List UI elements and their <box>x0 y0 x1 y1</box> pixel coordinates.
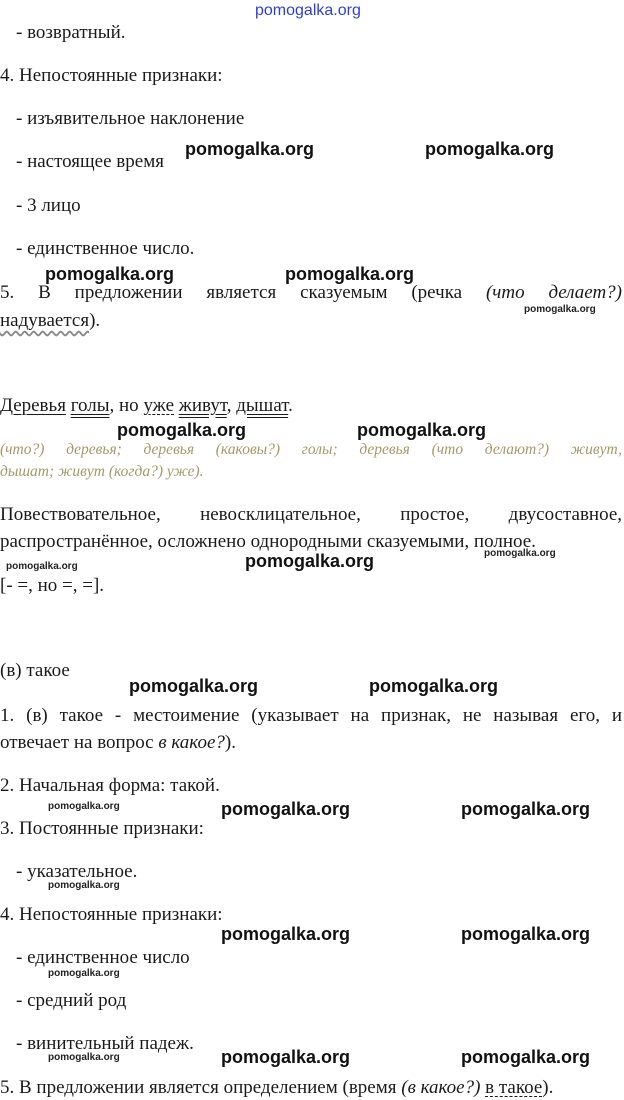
text-line: - изъявительное наклонение <box>16 108 245 129</box>
watermark: pomogalka.org <box>129 676 259 696</box>
text-line: 3. Постоянные признаки: <box>0 818 204 839</box>
text-line: 1. (в) такое - местоимение (указывает на признак, не называя его, и <box>0 705 622 726</box>
watermark: pomogalka.org <box>357 420 487 440</box>
subject-word: Деревья <box>0 395 66 416</box>
watermark-small: pomogalka.org <box>524 304 596 315</box>
watermark: pomogalka.org <box>221 799 351 819</box>
watermark: pomogalka.org <box>45 264 175 284</box>
text-line <box>0 309 100 333</box>
watermark-small: pomogalka.org <box>6 561 78 572</box>
text-span: , но <box>109 395 144 416</box>
example-sentence <box>0 394 293 418</box>
analysis-note: дышат; живут (когда?) уже). <box>0 463 204 480</box>
text-line: 4. Непостоянные признаки: <box>0 904 223 925</box>
text-line: 2. Начальная форма: такой. <box>0 775 220 796</box>
watermark: pomogalka.org <box>369 676 499 696</box>
text-line <box>0 731 236 755</box>
text-line: - указательное. <box>16 861 138 882</box>
watermark: pomogalka.org <box>461 799 591 819</box>
top-watermark: pomogalka.org <box>255 2 361 19</box>
section-title: (в) такое <box>0 660 70 681</box>
text-line: - 3 лицо <box>16 195 81 216</box>
predicate-word: голы <box>70 395 110 416</box>
text-line: - возвратный. <box>16 22 126 43</box>
text-span: ). <box>542 1077 554 1098</box>
text-span: ). <box>224 732 236 753</box>
text-span: 5. В предложении является определением (время <box>0 1077 402 1098</box>
text-span: 5. В предложении является сказуемым (речка <box>0 282 463 303</box>
sentence-scheme: [- =, но =, =]. <box>0 575 105 596</box>
text-line: Повествовательное, невосклицательное, простое, двусоставное, <box>0 504 622 525</box>
italic-question: (что делает?) <box>485 282 622 303</box>
text-span: , <box>226 395 237 416</box>
watermark: pomogalka.org <box>461 924 591 944</box>
watermark: pomogalka.org <box>245 551 375 571</box>
text-line: 4. Непостоянные признаки: <box>0 65 223 86</box>
predicate-word: дышат <box>236 395 289 416</box>
watermark-small: pomogalka.org <box>48 801 120 812</box>
text-span: отвечает на вопрос <box>0 732 159 753</box>
text-line: распространённое, осложнено однородными сказуемыми, полное. <box>0 531 536 552</box>
watermark: pomogalka.org <box>221 924 351 944</box>
watermark-small: pomogalka.org <box>48 1052 120 1063</box>
watermark: pomogalka.org <box>185 139 315 159</box>
attribute-word: в такое <box>485 1077 543 1098</box>
text-line: - средний род <box>16 990 127 1011</box>
watermark-small: pomogalka.org <box>48 880 120 891</box>
italic-question: (в какое?) <box>401 1077 481 1098</box>
text-span: . <box>288 395 293 416</box>
text-line: - единственное число <box>16 947 190 968</box>
predicate-word: живут <box>178 395 227 416</box>
watermark: pomogalka.org <box>285 264 415 284</box>
text-line: - винительный падеж. <box>16 1033 194 1054</box>
watermark-small: pomogalka.org <box>48 968 120 979</box>
watermark: pomogalka.org <box>221 1047 351 1067</box>
adverbial-word: уже <box>143 395 174 416</box>
watermark: pomogalka.org <box>117 420 247 440</box>
watermark-small: pomogalka.org <box>484 548 556 559</box>
underlined-word: надувается <box>0 310 90 331</box>
watermark: pomogalka.org <box>461 1047 591 1067</box>
text-span: ). <box>89 310 101 331</box>
text-line <box>0 1076 553 1100</box>
text-line: - единственное число. <box>16 238 195 259</box>
text-line: - настоящее время <box>16 151 164 172</box>
italic-question: в какое? <box>158 732 225 753</box>
watermark: pomogalka.org <box>425 139 555 159</box>
analysis-note: (что?) деревья; деревья (каковы?) голы; деревья (что делают?) живут, <box>0 441 622 458</box>
